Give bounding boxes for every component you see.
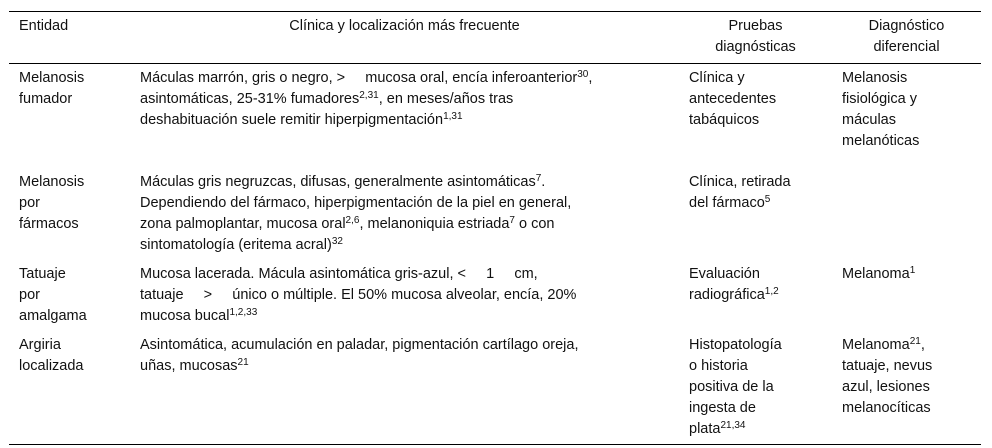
cell-tests: Clínica, retirada del fármaco$^5$ — [689, 173, 791, 211]
table-header-row — [9, 12, 981, 64]
cell-differential: Melanosis fisiológica y máculas melanóticas — [842, 70, 920, 149]
cell-entity: Argiria localizada — [19, 336, 84, 374]
header-differential: Diagnóstico diferencial — [868, 18, 945, 55]
header-clinic: Clínica y localización más frecuente — [289, 18, 520, 34]
cell-tests: Clínica y antecedentes tabáquicos — [689, 70, 777, 128]
cell-differential: Melanoma$^1$ — [842, 264, 916, 282]
cell-clinic: Asintomática, acumulación en paladar, pigmentación cartílago oreja, uñas, mucosas$^{21}$ — [140, 336, 579, 374]
differential-table-container — [9, 11, 981, 445]
cell-differential: Melanoma$^{21}$, tatuaje, nevus azul, lesiones melanocíticas — [842, 335, 933, 416]
table-row — [9, 331, 981, 445]
cell-entity: Melanosis fumador — [19, 70, 85, 107]
table-row — [9, 260, 981, 331]
table-row — [9, 168, 981, 260]
header-tests: Pruebas diagnósticas — [715, 18, 796, 55]
differential-diagnosis-table — [9, 11, 981, 445]
cell-tests: Evaluación radiográfica$^{1,2}$ — [689, 265, 779, 303]
cell-differential — [832, 168, 981, 260]
header-entity: Entidad — [19, 18, 69, 34]
table-row — [9, 64, 981, 168]
cell-clinic: Máculas gris negruzcas, difusas, generalmente asintomáticas$^7$. Dependiendo del fármaco, hiperpigmentación de la piel en general, zona palmoplantar, mucosa oral$^{2,6}$, melanoniquia estriada$^7$ o con sintomatología (eritema acral)$^{32}$ — [140, 172, 572, 253]
cell-clinic: Mucosa lacerada. Mácula asintomática gris-azul, < 1 cm, tatuaje > único o múltiple. El 50% mucosa alveolar, encía, 20% mucosa bucal$^{1,2,33}$ — [140, 265, 577, 324]
cell-clinic: Máculas marrón, gris o negro, > mucosa oral, encía inferoanterior$^{30}$, asintomáticas, 25-31% fumadores$^{2,31}$, en meses/años tras deshabituación suele remitir hiperpigmentación$^{1,31}$ — [140, 69, 593, 128]
cell-entity: Tatuaje por amalgama — [19, 265, 87, 324]
cell-entity: Melanosis por fármacos — [19, 173, 85, 232]
cell-tests: Histopatología o historia positiva de la ingesta de plata$^{21,34}$ — [689, 336, 782, 437]
